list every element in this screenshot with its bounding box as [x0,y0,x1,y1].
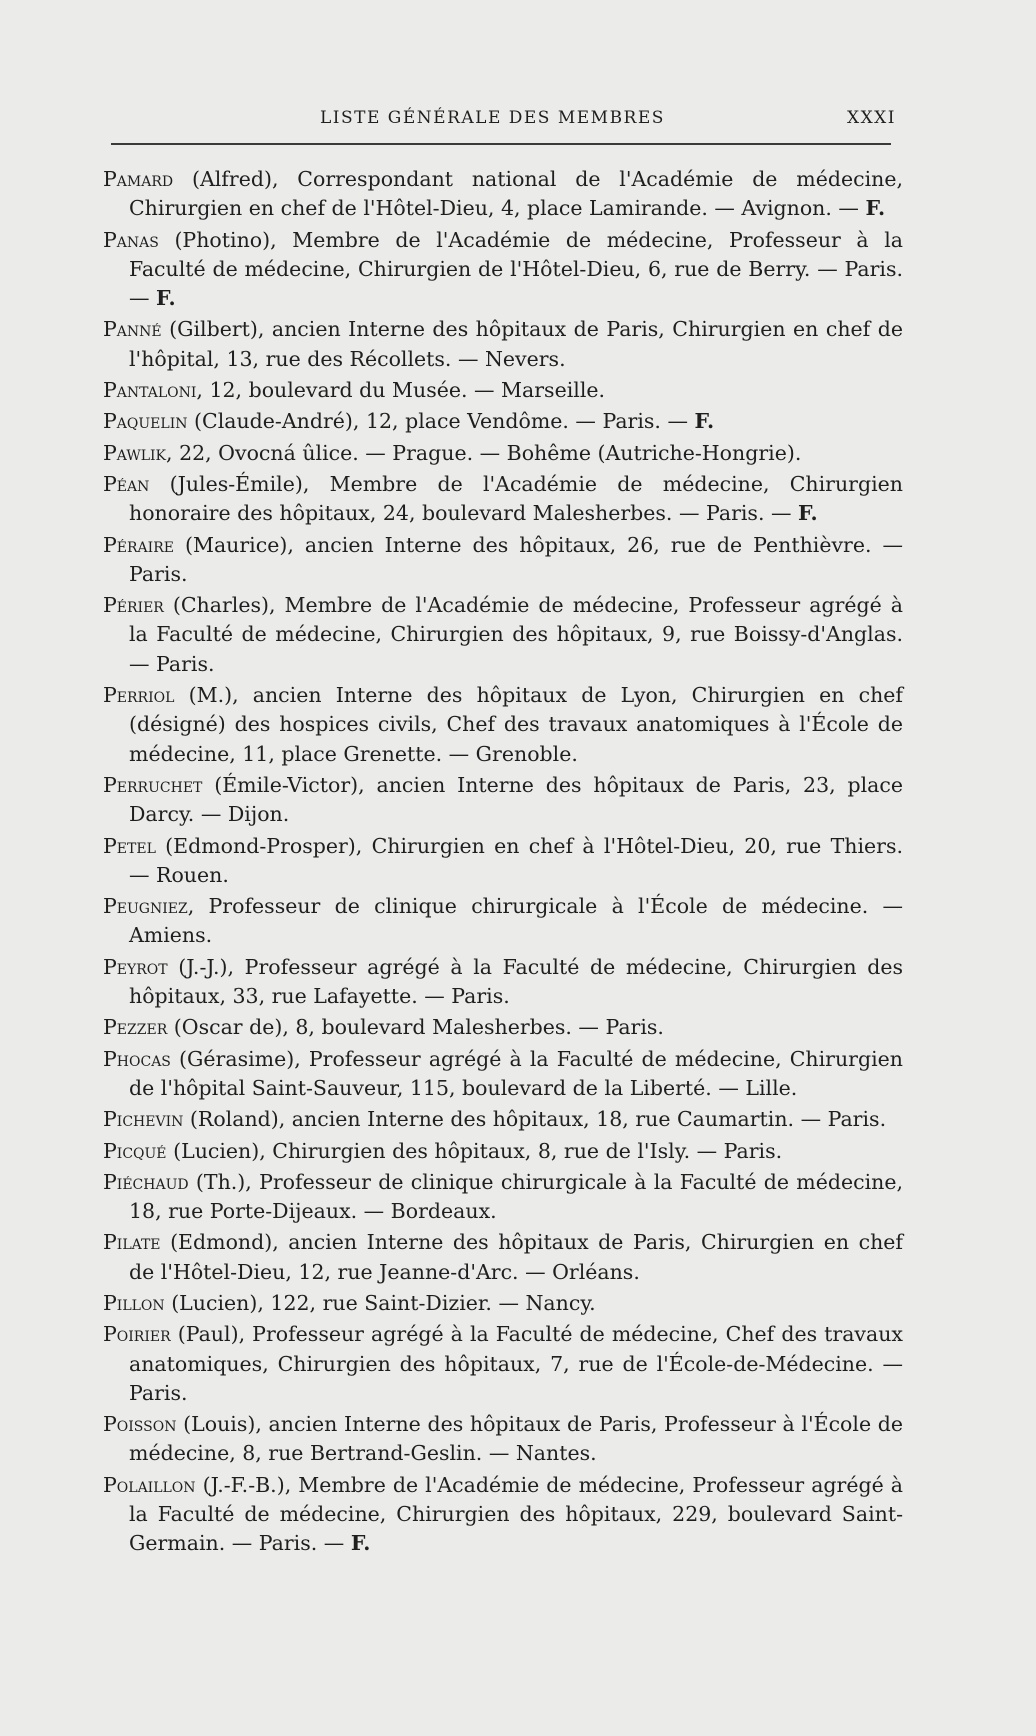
member-entry [103,1228,903,1287]
member-entry [103,892,903,951]
member-details: (Gérasime), Professeur agrégé à la Faculté de médecine, Chirurgien de l'hôpital Saint-Sauveur, 115, boulevard de la Liberté. — Lille. [129,1046,903,1100]
member-name: Poirier [103,1322,171,1347]
member-entry [103,832,903,891]
member-details: (J.-J.), Professeur agrégé à la Faculté de médecine, Chirurgien des hôpitaux, 33, rue Lafayette. — Paris. [129,954,903,1009]
member-details: (Lucien), 122, rue Saint-Dizier. — Nancy. [171,1290,596,1315]
member-name: Pawlik, [103,440,173,465]
member-entry [103,439,903,468]
member-details: (Louis), ancien Interne des hôpitaux de Paris, Professeur à l'École de médecine, 8, rue Bertrand-Geslin. — Nantes. [129,1412,903,1466]
member-details: Professeur de clinique chirurgicale à l'École de médecine. — Amiens. [129,894,903,948]
member-name: Pezzer [103,1015,168,1040]
member-details: (Roland), ancien Interne des hôpitaux, 18, rue Caumartin. — Paris. [189,1107,887,1132]
member-entry [103,1168,903,1227]
member-entry [103,1320,903,1408]
member-name: Picqué [103,1138,167,1163]
member-details: (Th.), Professeur de clinique chirurgicale à la Faculté de médecine, 18, rue Porte-Dijeaux. — Bordeaux. [129,1169,903,1224]
member-name: Poisson [103,1412,177,1437]
member-name: Petel [103,833,156,858]
member-details: (Jules-Émile), Membre de l'Académie de médecine, Chirurgien honoraire des hôpitaux, 24, boulevard Malesherbes. — Paris. — [129,471,903,526]
member-name: Pantaloni, [103,378,203,403]
member-name: Phocas [103,1046,171,1071]
member-name: Peugniez, [103,894,195,919]
member-entry [103,1013,903,1042]
member-name: Panné [103,317,162,342]
member-list [103,165,903,1561]
member-entry [103,165,903,224]
member-name: Pillon [103,1290,165,1315]
member-details: 22, Ovocná ûlice. — Prague. — Bohême (Autriche-Hongrie). [179,440,802,465]
member-entry [103,1105,903,1134]
member-entry [103,407,903,436]
founder-mark: F. [350,1531,371,1556]
founder-mark: F. [865,196,886,221]
member-name: Peyrot [103,954,168,979]
member-details: (Edmond), ancien Interne des hôpitaux de Paris, Chirurgien en chef de l'Hôtel-Dieu, 12, rue Jeanne-d'Arc. — Orléans. [129,1230,903,1284]
page-number: XXXI [846,108,896,128]
member-entry [103,771,903,830]
member-details: (Maurice), ancien Interne des hôpitaux, 26, rue de Penthièvre. — Paris. [129,532,903,586]
member-entry [103,531,903,590]
member-name: Paquelin [103,409,188,434]
page-title: LISTE GÉNÉRALE DES MEMBRES [320,108,665,128]
member-details: (Paul), Professeur agrégé à la Faculté de médecine, Chef des travaux anatomiques, Chirurgien des hôpitaux, 7, rue de l'École-de-Médecine. — Paris. [129,1322,903,1405]
member-entry [103,1471,903,1559]
member-details: (Lucien), Chirurgien des hôpitaux, 8, rue de l'Isly. — Paris. [173,1138,783,1163]
member-entry [103,470,903,529]
member-details: (Émile-Victor), ancien Interne des hôpitaux de Paris, 23, place Darcy. — Dijon. [129,772,903,827]
member-entry [103,681,903,769]
member-details: (Gilbert), ancien Interne des hôpitaux de Paris, Chirurgien en chef de l'hôpital, 13, rue des Récollets. — Nevers. [129,317,903,371]
member-details: (Edmond-Prosper), Chirurgien en chef à l'Hôtel-Dieu, 20, rue Thiers. — Rouen. [129,833,903,887]
member-details: (Charles), Membre de l'Académie de médecine, Professeur agrégé à la Faculté de médecine, Chirurgien des hôpitaux, 9, rue Boissy-d'Anglas. — Paris. [129,593,903,676]
founder-mark: F. [156,286,176,311]
member-details: (M.), ancien Interne des hôpitaux de Lyon, Chirurgien en chef (désigné) des hospices civils, Chef des travaux anatomiques à l'École de médecine, 11, place Grenette. — Grenoble. [129,683,903,766]
member-details: (Oscar de), 8, boulevard Malesherbes. — Paris. [173,1015,664,1040]
member-entry [103,1289,903,1318]
member-name: Péraire [103,532,174,557]
member-entry [103,1045,903,1104]
founder-mark: F. [798,501,818,526]
member-name: Pichevin [103,1107,184,1132]
member-entry [103,1410,903,1469]
member-entry [103,315,903,374]
member-name: Perruchet [103,772,203,797]
member-name: Perriol [103,683,175,708]
member-details: (Alfred), Correspondant national de l'Académie de médecine, Chirurgien en chef de l'Hôtel-Dieu, 4, place Lamirande. — Avignon. — [129,167,903,221]
member-entry [103,376,903,405]
member-details: 12, boulevard du Musée. — Marseille. [209,378,606,403]
member-name: Pamard [103,167,174,191]
member-details: (Claude-André), 12, place Vendôme. — Paris. — [194,409,688,434]
member-details: (J.-F.-B.), Membre de l'Académie de médecine, Professeur agrégé à la Faculté de médecine, Chirurgien des hôpitaux, 229, boulevard Saint-Germain. — Paris. — [129,1472,903,1556]
member-name: Péan [103,471,150,496]
member-name: Panas [103,227,159,252]
member-entry [103,1137,903,1166]
member-name: Polaillon [103,1472,196,1497]
founder-mark: F. [694,409,715,434]
member-name: Périer [103,593,164,618]
member-entry [103,226,903,314]
member-name: Piéchaud [103,1169,189,1194]
member-entry [103,953,903,1012]
member-details: (Photino), Membre de l'Académie de médecine, Professeur à la Faculté de médecine, Chirurgien de l'Hôtel-Dieu, 6, rue de Berry. — Paris. — [129,227,903,311]
member-entry [103,591,903,679]
header-rule [111,143,891,145]
member-name: Pilate [103,1230,161,1255]
running-header [0,102,1036,132]
